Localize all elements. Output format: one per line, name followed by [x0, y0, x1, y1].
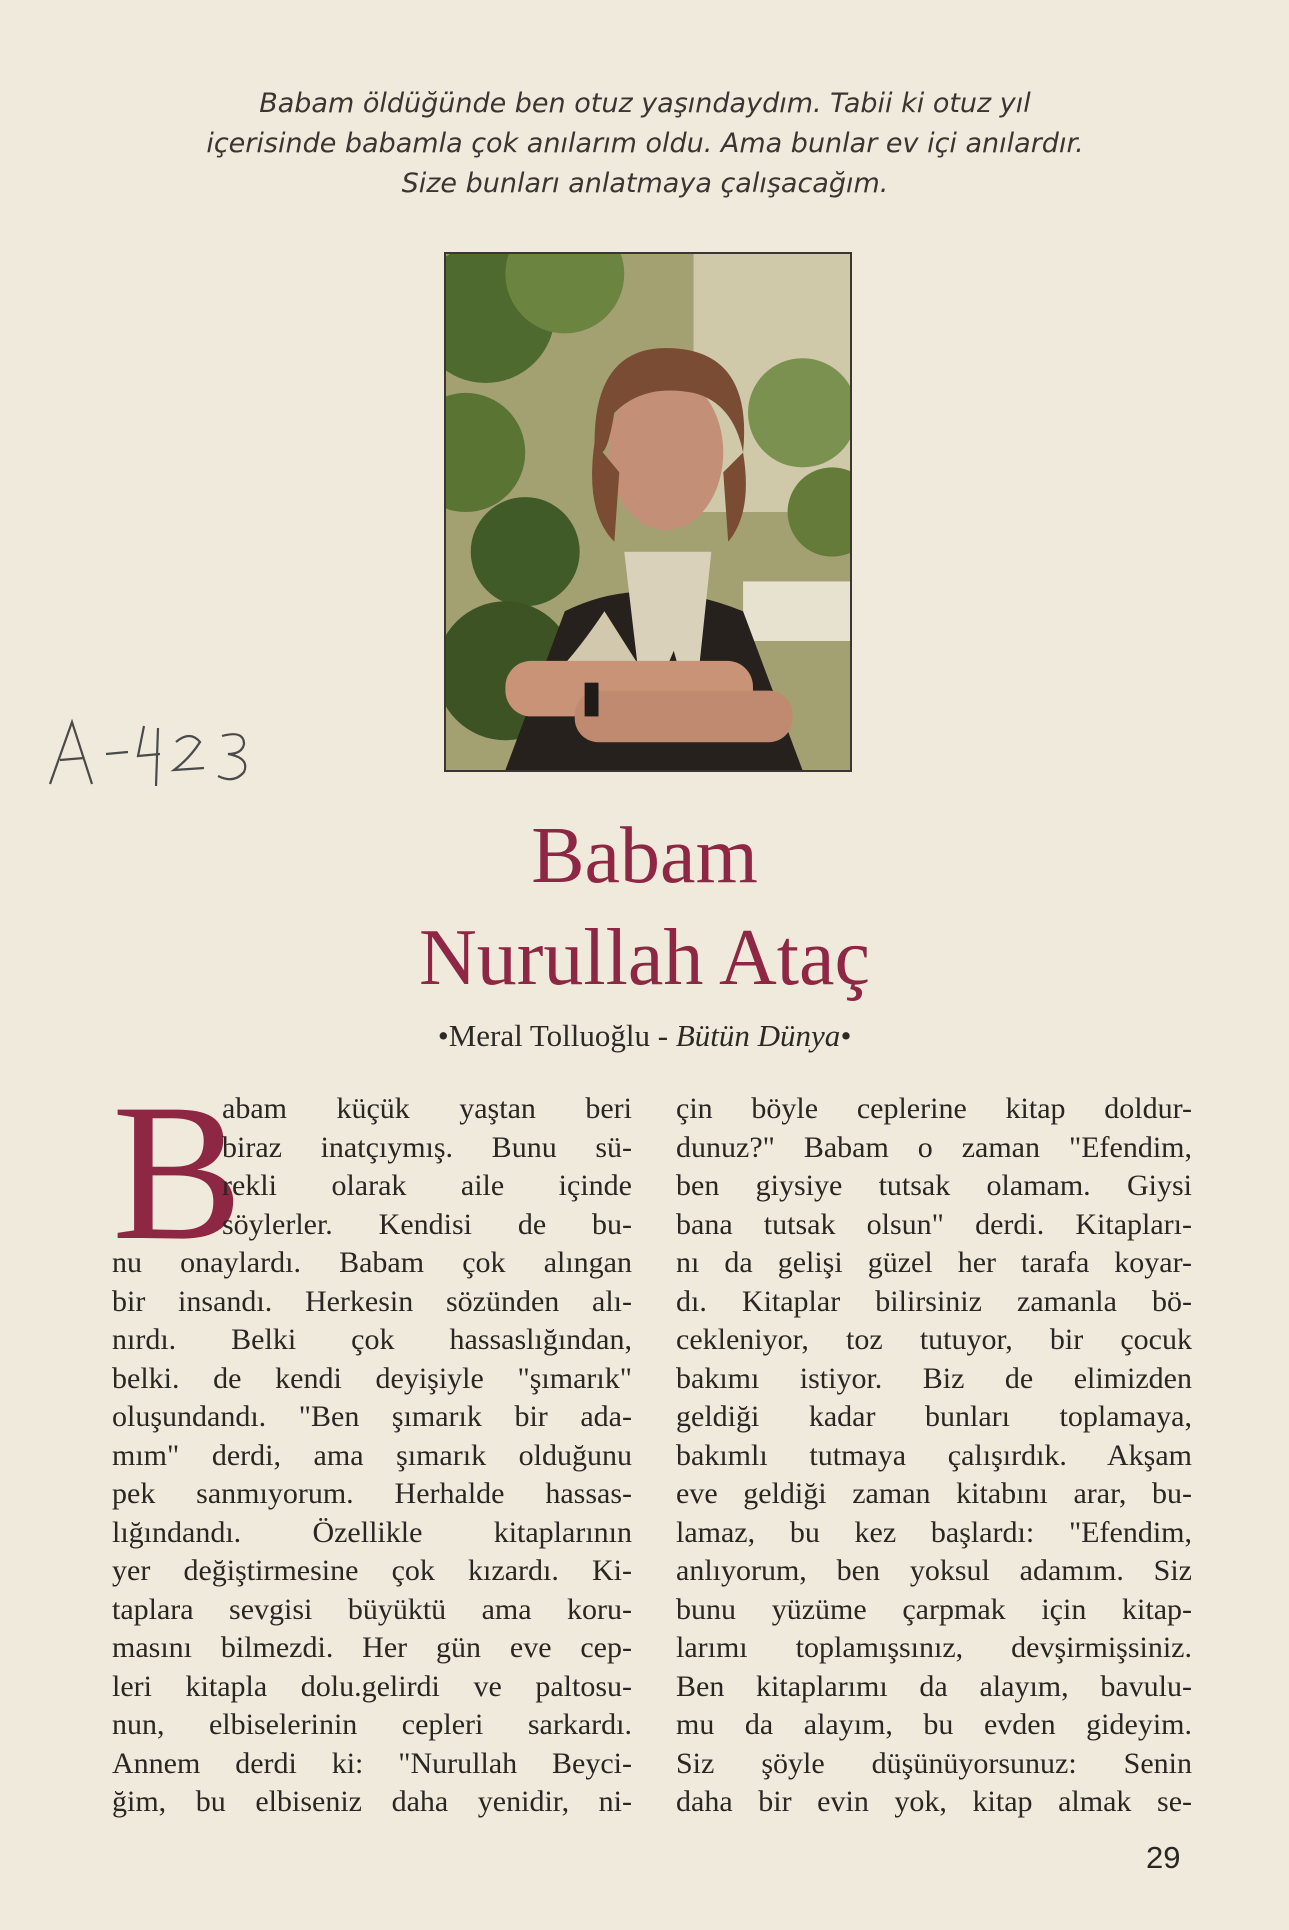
text-line: ben giysiye tutsak olamam. Giysi: [676, 1169, 1192, 1202]
text-line: abam küçük yaştan beri: [222, 1092, 632, 1125]
text-line: nırdı. Belki çok hassaslığından,: [112, 1323, 632, 1356]
page-number: 29: [1146, 1840, 1181, 1875]
portrait-illustration: [446, 254, 850, 770]
text-line: dı. Kitaplar bilirsiniz zamanla bö-: [676, 1284, 1192, 1318]
text-line: rekli olarak aile içinde: [222, 1169, 632, 1202]
intro-line: Size bunları anlatmaya çalışacağım.: [401, 168, 889, 199]
byline-author: •Meral Tolluoğlu -: [437, 1018, 676, 1053]
text-line: bana tutsak olsun" derdi. Kitapları-: [676, 1207, 1192, 1241]
text-line: dunuz?" Babam o zaman "Efendim,: [676, 1130, 1192, 1164]
text-line: nu onaylardı. Babam çok alıngan: [112, 1246, 632, 1279]
byline: [0, 1018, 1289, 1054]
text-line: yer değiştirmesine çok kızardı. Ki-: [112, 1554, 632, 1587]
text-line: daha bir evin yok, kitap almak se-: [676, 1785, 1192, 1818]
text-line: taplara sevgisi büyüktü ama koru-: [112, 1592, 632, 1626]
text-line: bir insandı. Herkesin sözünden alı-: [112, 1284, 632, 1318]
text-line: bunu yüzüme çarpmak için kitap-: [676, 1592, 1192, 1626]
text-line: çin böyle ceplerine kitap doldur-: [676, 1092, 1192, 1125]
article-title-line-2: Nurullah Ataç: [419, 914, 870, 1002]
text-line: anlıyorum, ben yoksul adamım. Siz: [676, 1554, 1192, 1587]
text-line: pek sanmıyorum. Herhalde hassas-: [112, 1477, 632, 1510]
text-line: eve geldiği zaman kitabını arar, bu-: [676, 1477, 1192, 1510]
text-line: masını bilmezdi. Her gün eve cep-: [112, 1631, 632, 1664]
text-line: Annem derdi ki: "Nurullah Beyci-: [112, 1746, 632, 1780]
intro-paragraph: [180, 84, 1110, 204]
text-line: biraz inatçıymış. Bunu sü-: [222, 1130, 632, 1164]
text-line: nı da gelişi güzel her tarafa koyar-: [676, 1246, 1192, 1279]
text-line: lamaz, bu kez başlardı: "Efendim,: [676, 1515, 1192, 1549]
intro-line: içerisinde babamla çok anılarım oldu. Ama bunlar ev içi anılardır.: [206, 128, 1084, 159]
handwritten-archive-note: [40, 712, 270, 792]
article-title-line-1: Babam: [531, 812, 758, 900]
drop-cap: B: [112, 1064, 243, 1281]
byline-source: Bütün Dünya•: [675, 1018, 852, 1053]
text-line: bakımlı tutmaya çalışırdık. Akşam: [676, 1438, 1192, 1472]
text-line: bakımı istiyor. Biz de elimizden: [676, 1361, 1192, 1395]
text-line: larımı toplamışsınız, devşirmişsiniz.: [676, 1631, 1192, 1664]
text-line: söylerler. Kendisi de bu-: [222, 1207, 632, 1241]
text-line: belki. de kendi deyişiyle "şımarık": [112, 1361, 632, 1395]
text-line: nun, elbiselerinin cepleri sarkardı.: [112, 1708, 632, 1741]
text-line: leri kitapla dolu.gelirdi ve paltosu-: [112, 1669, 632, 1703]
text-line: Ben kitaplarımı da alayım, bavulu-: [676, 1669, 1192, 1703]
text-line: ğim, bu elbiseniz daha yenidir, ni-: [112, 1785, 632, 1818]
article-column-left: [112, 1064, 632, 1822]
intro-line: Babam öldüğünde ben otuz yaşındaydım. Tabii ki otuz yıl: [259, 88, 1031, 119]
text-line: mım" derdi, ama şımarık olduğunu: [112, 1438, 632, 1472]
text-line: Siz şöyle düşünüyorsunuz: Senin: [676, 1746, 1192, 1780]
article-column-right: [676, 1090, 1192, 1822]
text-line: cekleniyor, toz tutuyor, bir çocuk: [676, 1323, 1192, 1356]
text-line: oluşundandı. "Ben şımarık bir ada-: [112, 1400, 632, 1433]
text-line: geldiği kadar bunları toplamaya,: [676, 1400, 1192, 1433]
text-line: mu da alayım, bu evden gideyim.: [676, 1708, 1192, 1741]
text-line: lığındandı. Özellikle kitaplarının: [112, 1515, 632, 1549]
portrait-photo: [444, 252, 852, 772]
